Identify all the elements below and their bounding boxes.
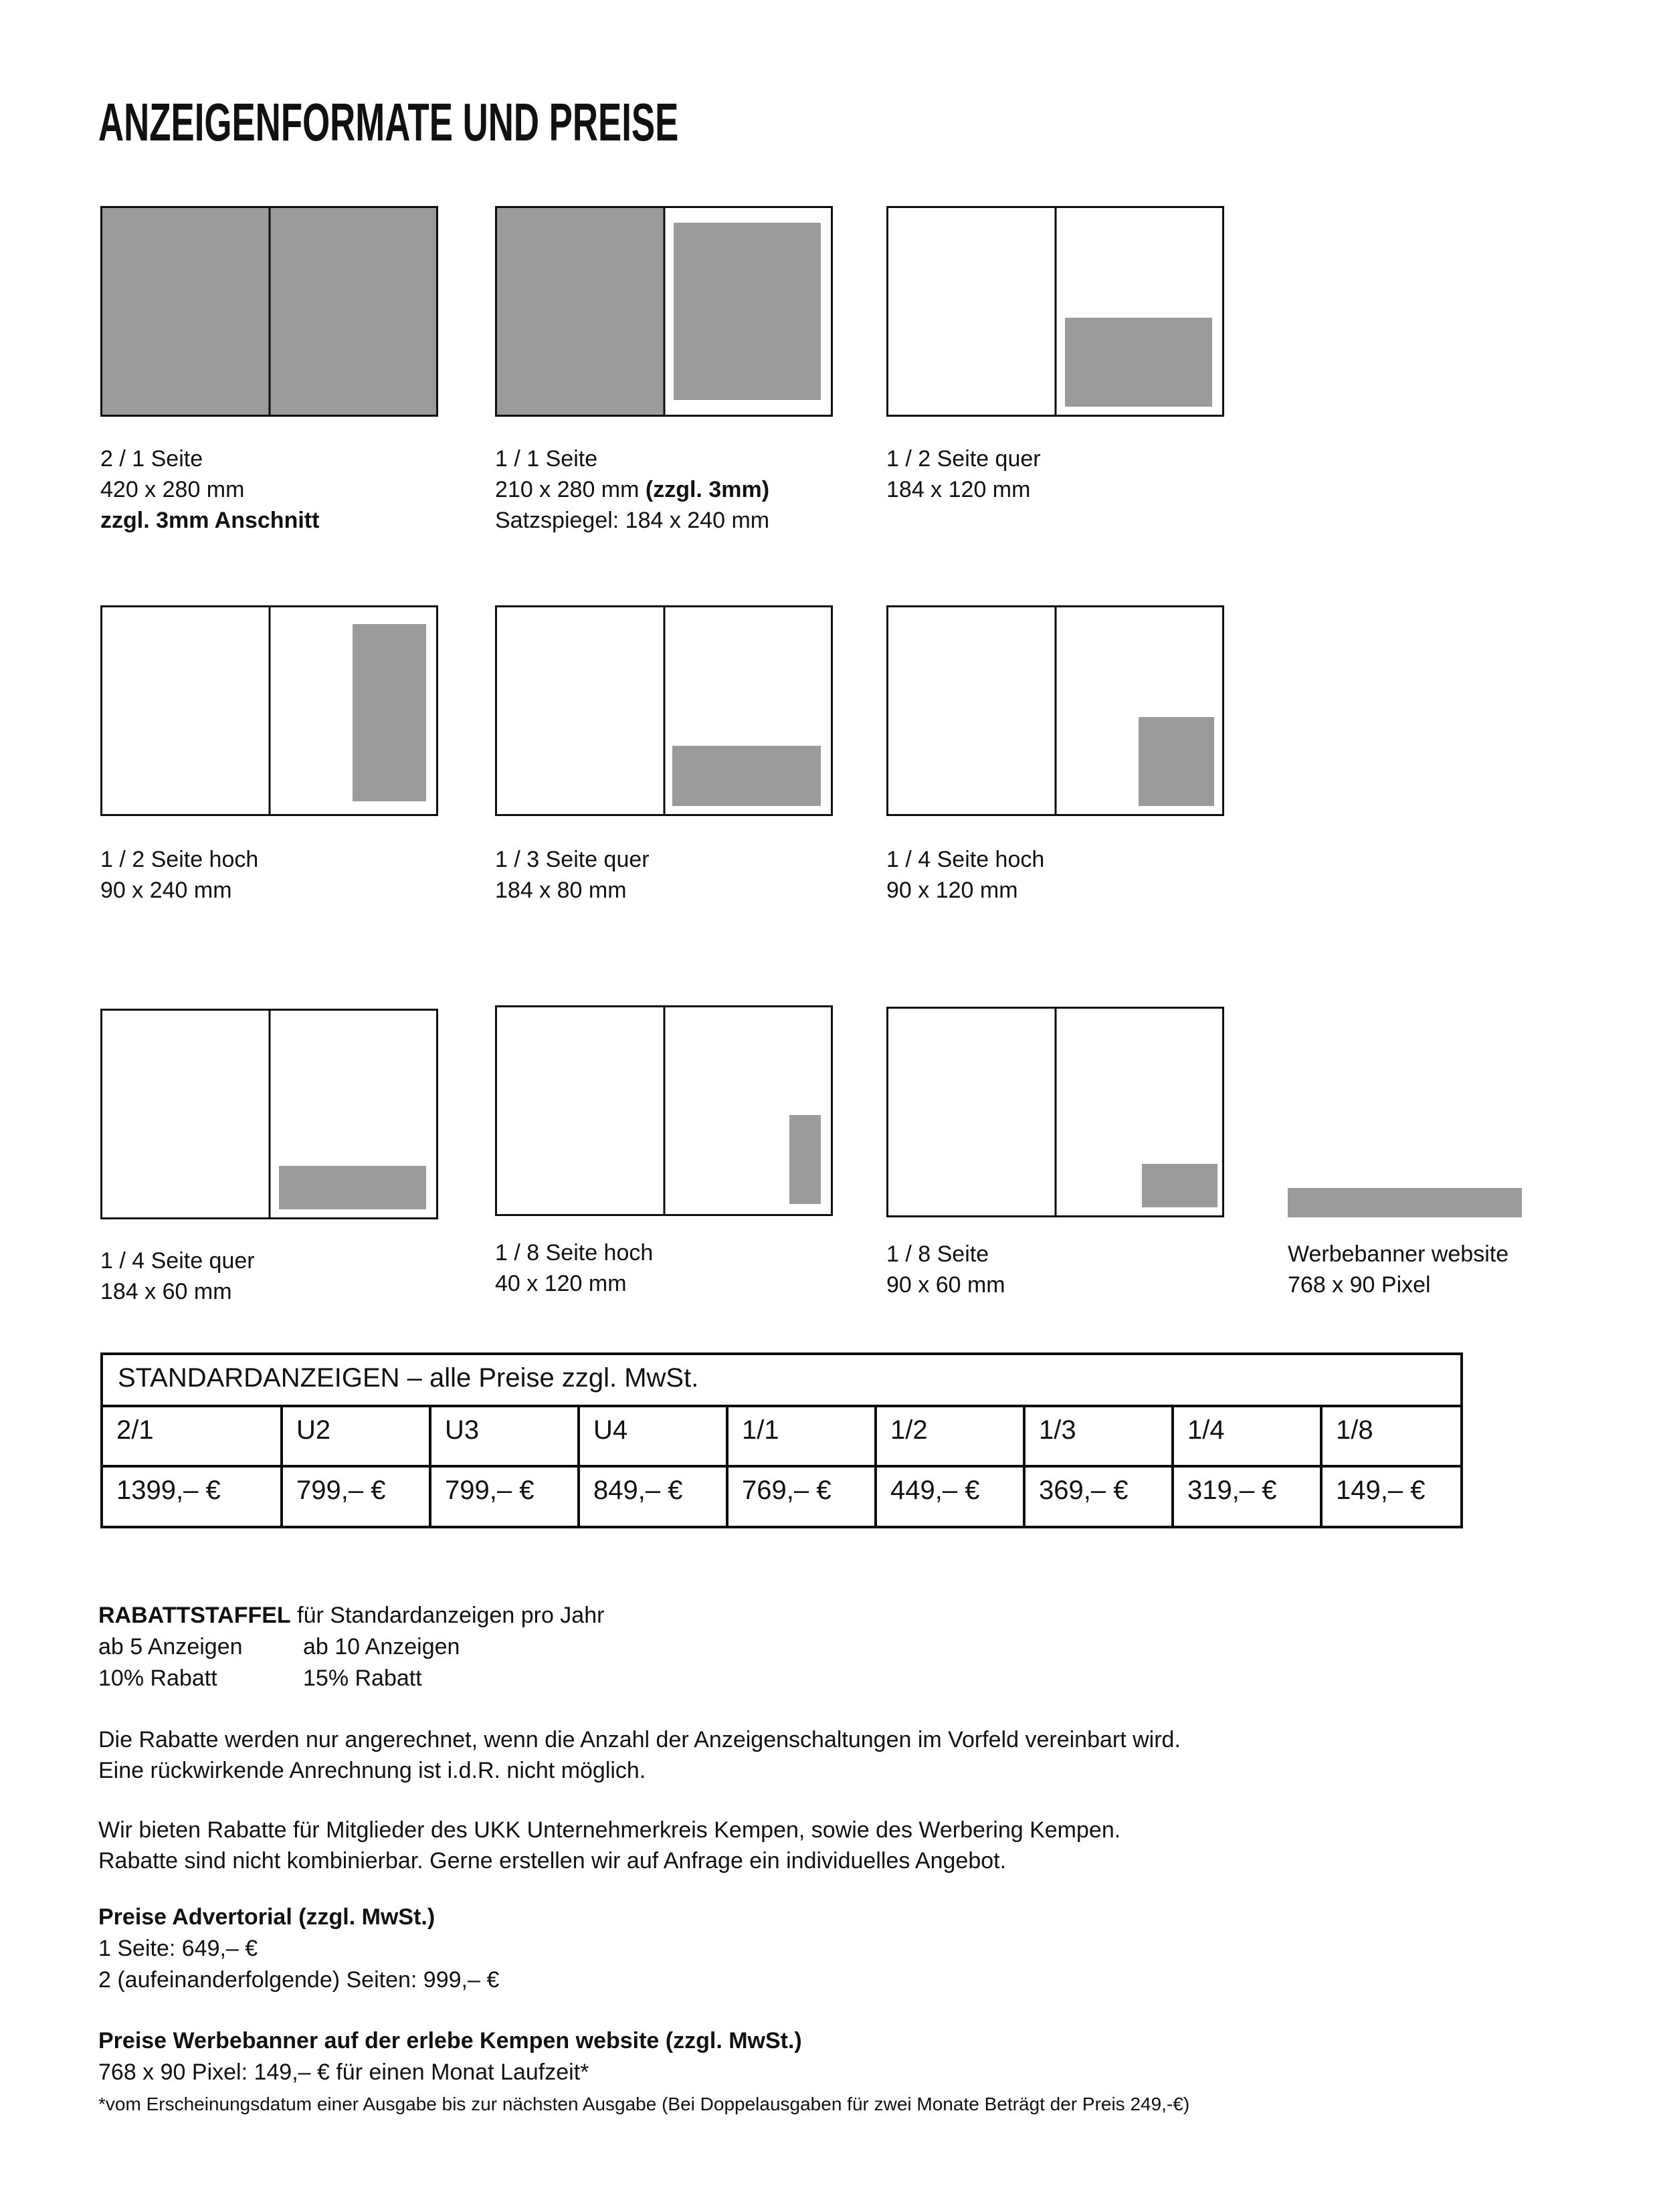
format-label: 1 / 2 Seite hoch <box>100 847 259 872</box>
rabattstaffel-title <box>98 1600 604 1631</box>
page-left <box>497 607 664 814</box>
tier-qty-2: ab 10 Anzeigen <box>303 1634 460 1660</box>
column-header: 2/1 <box>116 1415 154 1445</box>
member-discount-paragraph <box>98 1815 1120 1876</box>
format-label: 2 / 1 Seite <box>100 446 203 472</box>
page-right <box>270 607 437 814</box>
column-header: U4 <box>577 1407 726 1465</box>
gutter-line <box>268 607 270 814</box>
ad-area <box>789 1115 821 1204</box>
advertorial-prices-block <box>98 1902 499 1996</box>
gutter-line <box>1054 208 1056 415</box>
format-label: 1 / 3 Seite quer <box>495 847 650 872</box>
paragraph-line: Eine rückwirkende Anrechnung ist i.d.R. nicht möglich. <box>98 1758 646 1783</box>
price-cell: 799,– € <box>280 1468 429 1526</box>
format-label: Werbebanner website <box>1288 1241 1509 1267</box>
format-label: 1 / 8 Seite <box>886 1241 989 1267</box>
diagram-1-4-seite-quer <box>100 1009 438 1219</box>
page-left <box>497 208 664 415</box>
gutter-line <box>1054 607 1056 814</box>
format-size-note: (zzgl. 3mm) <box>645 477 770 502</box>
rabattstaffel-block <box>98 1600 604 1694</box>
column-header: U2 <box>280 1407 429 1465</box>
advertorial-price-line: 2 (aufeinanderfolgende) Seiten: 999,– € <box>98 1967 500 1993</box>
paragraph-line: Die Rabatte werden nur angerechnet, wenn die Anzahl der Anzeigenschaltungen im Vorfeld vereinbart wird. <box>98 1727 1181 1752</box>
format-caption <box>100 844 258 906</box>
webbanner-price-line: 768 x 90 Pixel: 149,– € für einen Monat Laufzeit* <box>98 2059 589 2085</box>
format-size: 184 x 80 mm <box>495 878 627 903</box>
format-size: 90 x 120 mm <box>886 878 1018 903</box>
diagram-1-4-seite-hoch <box>886 605 1224 816</box>
tier-discount-2: 15% Rabatt <box>303 1666 422 1691</box>
footnote: *vom Erscheinungsdatum einer Ausgabe bis zur nächsten Ausgabe (Bei Doppelausgaben für zwei Monate Beträgt der Preis 249,-€) <box>98 2094 1190 2114</box>
diagram-2-1-seite <box>100 206 438 417</box>
diagram-1-8-seite <box>886 1007 1224 1217</box>
column-header: 1/2 <box>874 1407 1023 1465</box>
format-caption <box>495 443 769 536</box>
diagram-1-1-seite <box>495 206 833 417</box>
page-right <box>664 1007 832 1214</box>
format-caption <box>886 844 1044 906</box>
rabatt-tier-discount-line <box>98 1663 604 1694</box>
price-table-price-row <box>103 1465 1460 1526</box>
price-cell: 849,– € <box>577 1468 726 1526</box>
format-size: 768 x 90 Pixel <box>1288 1272 1431 1298</box>
format-caption <box>886 443 1041 505</box>
ad-area <box>672 746 821 806</box>
webbanner-title: Preise Werbebanner auf der erlebe Kempen website (zzgl. MwSt.) <box>98 2028 802 2053</box>
price-cell: 369,– € <box>1023 1468 1171 1526</box>
format-1-4-seite-quer <box>100 1009 438 1304</box>
format-1-8-seite <box>886 1007 1224 1298</box>
page-right <box>664 607 832 814</box>
page-left <box>102 1011 270 1217</box>
page-right <box>270 1011 437 1217</box>
gutter-line <box>663 1007 665 1214</box>
diagram-1-8-seite-hoch <box>495 1005 833 1216</box>
format-size: 420 x 280 mm <box>100 477 245 502</box>
column-header: 1/8 <box>1320 1407 1460 1465</box>
ad-area <box>1065 318 1212 407</box>
page-right <box>1056 208 1223 415</box>
advertorial-title: Preise Advertorial (zzgl. MwSt.) <box>98 1904 435 1930</box>
format-label: 1 / 8 Seite hoch <box>495 1240 654 1266</box>
column-header: 1/3 <box>1023 1407 1171 1465</box>
format-caption <box>886 1239 1005 1300</box>
price-cell: 1399,– € <box>116 1476 221 1505</box>
format-2-1-seite <box>100 206 438 533</box>
gutter-line <box>1054 1009 1056 1215</box>
page-left <box>888 208 1056 415</box>
gutter-line <box>663 208 665 415</box>
price-cell: 319,– € <box>1171 1468 1320 1526</box>
banner-bar <box>1288 1188 1522 1217</box>
format-size: 90 x 60 mm <box>886 1272 1005 1298</box>
format-size: 40 x 120 mm <box>495 1271 627 1296</box>
ad-area <box>1142 1164 1217 1207</box>
format-label: 1 / 2 Seite quer <box>886 446 1041 472</box>
tier-discount-1: 10% Rabatt <box>98 1666 217 1691</box>
format-size: 184 x 60 mm <box>100 1279 232 1304</box>
price-cell: 799,– € <box>429 1468 577 1526</box>
gutter-line <box>663 607 665 814</box>
gutter-line <box>268 1011 270 1217</box>
column-header: U3 <box>429 1407 577 1465</box>
gutter-line <box>268 208 270 415</box>
paragraph-line: Rabatte sind nicht kombinierbar. Gerne erstellen wir auf Anfrage ein individuelles Angebot. <box>98 1848 1007 1874</box>
rabatt-tier-qty-line <box>98 1631 604 1663</box>
format-caption <box>495 1237 653 1299</box>
page-left <box>102 607 270 814</box>
price-cell: 769,– € <box>726 1468 874 1526</box>
format-1-2-seite-quer <box>886 206 1224 502</box>
price-cell: 449,– € <box>874 1468 1023 1526</box>
price-table <box>100 1352 1463 1528</box>
diagram-1-3-seite-quer <box>495 605 833 816</box>
format-label: 1 / 1 Seite <box>495 446 598 472</box>
page-left <box>102 208 270 415</box>
format-note: zzgl. 3mm Anschnitt <box>100 508 320 533</box>
price-cell: 149,– € <box>1320 1468 1460 1526</box>
page-right <box>1056 607 1223 814</box>
ad-area <box>674 223 821 401</box>
format-size: 184 x 120 mm <box>886 477 1031 502</box>
page-right <box>270 208 437 415</box>
tier-qty-1: ab 5 Anzeigen <box>98 1634 243 1660</box>
discount-terms-paragraph <box>98 1724 1181 1786</box>
page-left <box>888 607 1056 814</box>
ad-area <box>279 1166 426 1209</box>
page-right <box>1056 1009 1223 1215</box>
format-1-4-seite-hoch <box>886 605 1224 903</box>
format-label: 1 / 4 Seite hoch <box>886 847 1045 872</box>
format-1-2-seite-hoch <box>100 605 438 903</box>
ad-area <box>1139 717 1213 806</box>
page-right <box>664 208 832 415</box>
column-header: 1/4 <box>1171 1407 1320 1465</box>
diagram-1-2-seite-hoch <box>100 605 438 816</box>
page-title: ANZEIGENFORMATE UND PREISE <box>98 92 679 152</box>
ad-area <box>353 624 426 802</box>
format-1-1-seite <box>495 206 833 533</box>
price-table-title: STANDARDANZEIGEN – alle Preise zzgl. MwSt. <box>103 1355 1460 1407</box>
format-caption <box>1288 1239 1508 1300</box>
diagram-1-2-seite-quer <box>886 206 1224 417</box>
price-table-column-row <box>103 1407 1460 1465</box>
format-size: 210 x 280 mm <box>495 477 646 502</box>
format-1-8-seite-hoch <box>495 1005 833 1296</box>
paragraph-line: Wir bieten Rabatte für Mitglieder des UKK Unternehmerkreis Kempen, sowie des Werbering Kempen. <box>98 1817 1121 1843</box>
format-caption <box>495 844 650 906</box>
advertorial-price-line: 1 Seite: 649,– € <box>98 1936 258 1961</box>
format-size: 90 x 240 mm <box>100 878 232 903</box>
page-left <box>497 1007 664 1214</box>
format-caption <box>100 443 319 536</box>
rabattstaffel-title-rest: für Standardanzeigen pro Jahr <box>290 1603 605 1628</box>
webbanner-prices-block <box>98 2025 802 2088</box>
format-label: 1 / 4 Seite quer <box>100 1248 255 1274</box>
format-1-3-seite-quer <box>495 605 833 903</box>
format-note: Satzspiegel: 184 x 240 mm <box>495 508 770 533</box>
format-caption <box>100 1245 255 1307</box>
rabattstaffel-title-bold: RABATTSTAFFEL <box>98 1603 291 1628</box>
column-header: 1/1 <box>726 1407 874 1465</box>
page-left <box>888 1009 1056 1215</box>
